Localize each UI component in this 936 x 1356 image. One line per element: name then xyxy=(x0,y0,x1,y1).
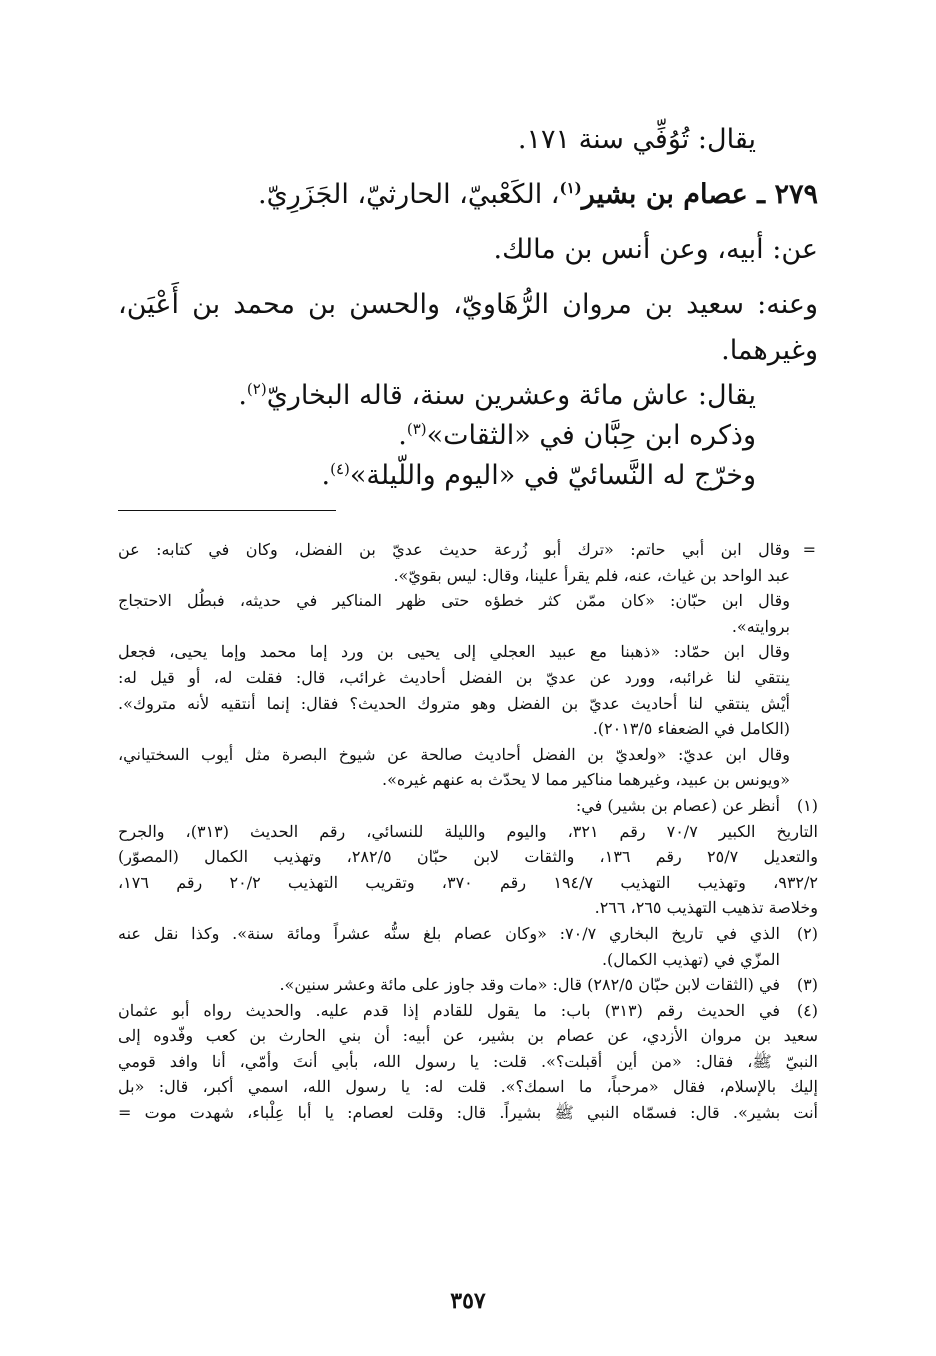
main-text xyxy=(118,112,818,496)
period: . xyxy=(321,460,331,491)
others-text: وغيرهما. xyxy=(721,335,818,366)
footnote-line: عبد الواحد بن غياث، عنه، فلم يقرأ علينا، وقال: ليس بقويّ». xyxy=(393,565,790,585)
entry-name: عصام بن بشير xyxy=(581,179,748,210)
narrators-text: وعنه: سعيد بن مروان الرُّهَاويّ، والحسن بن محمد بن أَعْيَن، xyxy=(118,289,818,320)
footnote-4 xyxy=(118,998,818,1126)
footnote-line: أنظر عن (عصام بن بشير) في: xyxy=(575,795,780,815)
continuation-mark: = xyxy=(118,1103,132,1123)
footnotes xyxy=(118,537,818,1126)
footnote-line-text: أنت بشير». قال: فسمّاه النبي ﷺ بشيراً. قال: وقلت لعصام: يا أبا عِلْباء، شهدت موت xyxy=(144,1103,818,1123)
footnote-line: في (الثقات لابن حبّان ٢٨٢/٥) قال: «مات وقد جاوز على مائة وعشر سنين». xyxy=(279,975,780,995)
main-line-6 xyxy=(118,376,818,416)
footnote-line: وقال ابن عديّ: «ولعديّ بن الفضل أحاديث صالحة عن شيوخ البصرة مثل أيوب السختياني، xyxy=(118,744,790,764)
continuation-mark: = xyxy=(802,540,816,559)
main-line-1 xyxy=(118,112,818,167)
footnote-line: وقال ابن أبي حاتم: «ترك أبو زُرعة حديث عديّ بن الفضل، وكان في كتابه: عن xyxy=(118,540,790,559)
footnote-line: إليك بالإسلام، فقال «مرحباً، ما اسمك؟». قلت له: يا رسول الله، اسمي أكبر، قال: «بل xyxy=(118,1077,818,1097)
footnote-number: (٣) xyxy=(796,975,818,995)
footnote-line: «ويونس بن عبيد، وغيرهما مناكير مما لا يحدّث به عنهم غيره». xyxy=(382,770,790,790)
footnote-line: النبيّ ﷺ، فقال: «من أين أقبلت؟». قلت: يا رسول الله، بأبي أنتَ وأمّي، أنا وافد قومي xyxy=(118,1051,818,1071)
footnote-line: ينتقي لنا غرائبه، وورد عن عديّ بن الفضل أحاديث غرائب، قال: فقلت له، أو قيل له: xyxy=(118,667,791,687)
footnote-1 xyxy=(118,793,818,921)
entry-heading xyxy=(118,167,818,222)
footnote-line: أيْش ينتقي لنا أحاديث عديّ بن الفضل وهو متروك الحديث؟ فقال: إنما أنتقيه لأنه متروك». xyxy=(118,693,791,713)
footnote-3 xyxy=(118,972,818,998)
footnote-line: وقال ابن حمّاد: «ذهبنا مع عبيد العجلي إلى يحيى بن ورد إما محمد وإما يحيى، فجعل xyxy=(118,642,790,662)
footnote-line: التاريخ الكبير ٧٠/٧ رقم ٣٢١، واليوم والليلة للنسائي، رقم الحديث (٣١٣)، والجرح xyxy=(118,821,819,841)
footnote-line: ٩٣٢/٢، وتهذيب التهذيب ١٩٤/٧ رقم ٣٧٠، وتقريب التهذيب ٢٠/٢ رقم ١٧٦، xyxy=(118,872,818,892)
footnote-line: وقال ابن حبّان: «كان ممّن كثر خطؤه حتى ظهر المناكير في حديثه، فبطُل الاحتجاج xyxy=(118,591,790,611)
footnote-line: والتعديل ٢٥/٧ رقم ١٣٦، والثقات لابن حبّان ٢٨٢/٥، وتهذيب الكمال (المصوّر) xyxy=(118,847,819,867)
page-number: ٣٥٧ xyxy=(450,1288,486,1314)
ibn-hibban-text: وذكره ابن حِبَّان في «الثقات» xyxy=(426,420,756,451)
nasai-text: وخرّج له النَّسائيّ في «اليوم واللّيلة» xyxy=(349,460,756,491)
main-line-8 xyxy=(118,456,818,496)
death-year-text: يقال: تُوُفِّي سنة ١٧١. xyxy=(517,124,756,155)
lifespan-text: يقال: عاش مائة وعشرين سنة، قاله البخاريّ xyxy=(266,380,756,411)
footnote-number: (١) xyxy=(796,795,818,815)
narrated-from-text: عن: أبيه، وعن أنس بن مالك. xyxy=(493,234,818,265)
main-line-3 xyxy=(118,222,818,277)
footnote-line: الذي في تاريخ البخاري ٧٠/٧: «وكان عصام بلغ سنُّه عشراً ومائة سنة». وكذا نقل عنه xyxy=(118,923,780,943)
footnote-number: (٢) xyxy=(796,923,818,943)
main-line-7 xyxy=(118,416,818,456)
footnote-separator xyxy=(118,510,336,511)
footnote-line: في الحديث رقم (٣١٣) باب: ما يقول للقادم إذا قدم عليه. والحديث رواه أبو عثمان xyxy=(118,1000,780,1020)
footnote-ref: (١) xyxy=(559,179,582,197)
period: . xyxy=(238,380,247,411)
main-line-5 xyxy=(118,332,818,370)
footnote-continuation xyxy=(118,537,818,793)
footnote-line: (الكامل في الضعفاء ٢٠١٣/٥). xyxy=(592,719,790,739)
footnote-line: سعيد بن مروان الأزدي، عن عصام بن بشير، عن أبيه: أن بني الحارث بن كعب وفّدوه إلى xyxy=(118,1026,818,1046)
footnote-ref: (٤) xyxy=(330,460,350,478)
main-line-4 xyxy=(118,277,818,332)
footnote-ref: (٢) xyxy=(246,380,267,398)
footnote-ref: (٣) xyxy=(406,420,427,438)
footnote-number: (٤) xyxy=(796,1000,818,1020)
footnote-2 xyxy=(118,921,818,972)
entry-nisbas: ، الكَعْبيّ، الحارثيّ، الجَزَرِيّ. xyxy=(258,179,560,210)
footnote-line: المزّي في (تهذيب الكمال). xyxy=(601,949,780,969)
period: . xyxy=(398,420,407,451)
footnote-line xyxy=(118,1100,818,1126)
footnote-line: بروايته». xyxy=(731,616,790,636)
entry-number: ٢٧٩ ـ xyxy=(757,179,818,210)
footnote-line: وخلاصة تذهيب التهذيب ٢٦٥، ٢٦٦. xyxy=(594,898,818,918)
